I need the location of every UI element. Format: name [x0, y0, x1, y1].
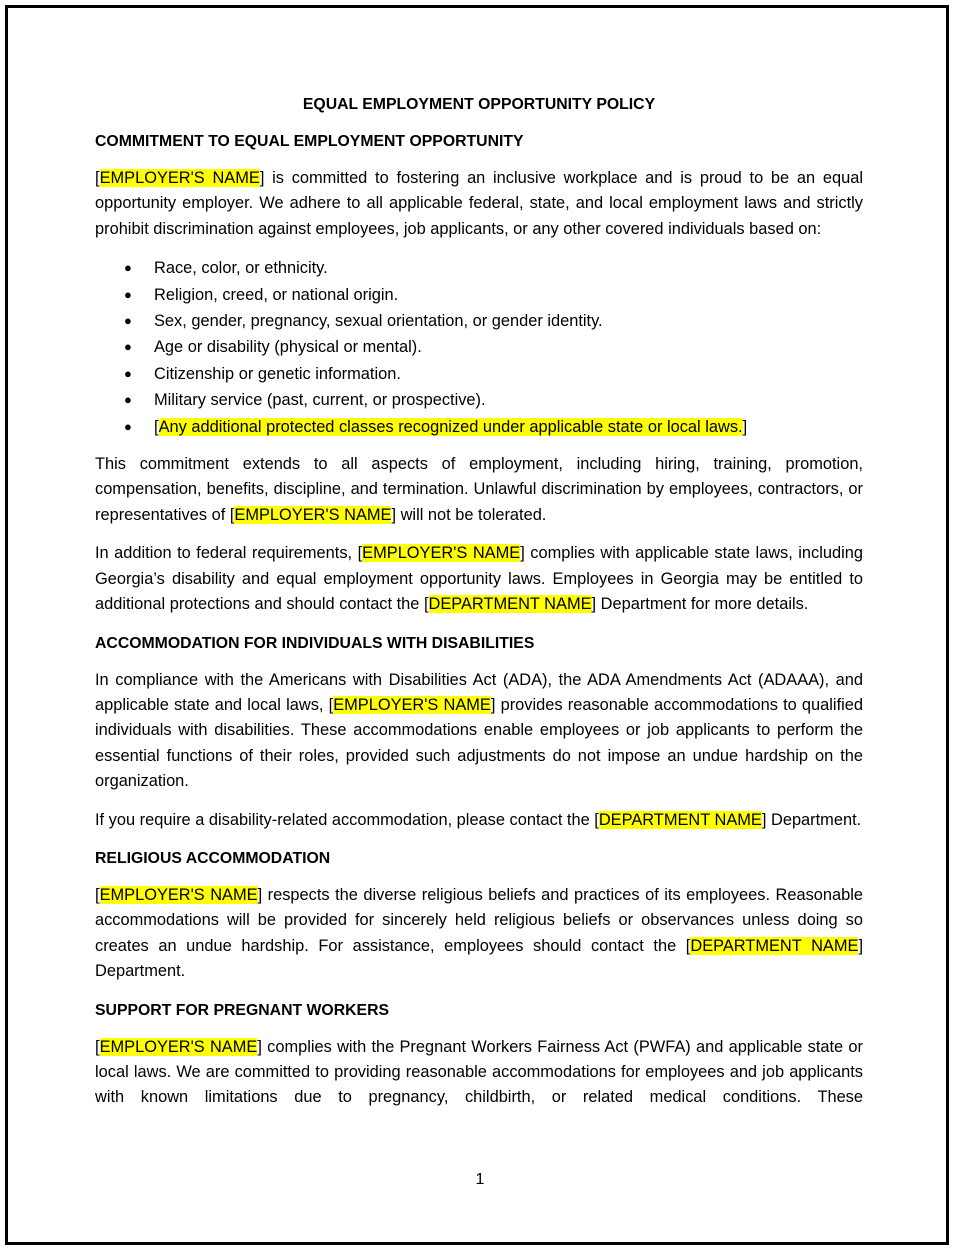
commitment-paragraph-2: This commitment extends to all aspects of employment, including hiring, training, promotion, compensation, benefits, discipline, and termination. Unlawful discrimination by employees, contractors, or representatives of [EMPLOYER'S NAME] will not be tolerated. [95, 455, 863, 524]
list-item [95, 387, 863, 413]
employer-name-placeholder: EMPLOYER'S NAME [99, 1037, 258, 1056]
list-item-text: Age or disability (physical or mental). [154, 338, 422, 357]
disability-paragraph-2: If you require a disability-related accommodation, please contact the [DEPARTMENT NAME] Department. [95, 810, 862, 829]
list-item [95, 361, 863, 387]
disability-p2-text: If you require a disability-related accommodation, please contact the [95, 810, 595, 829]
document-body [95, 92, 863, 1124]
list-item [95, 334, 863, 360]
bullet-icon: ● [124, 313, 132, 329]
list-item-text: Sex, gender, pregnancy, sexual orientation, or gender identity. [154, 312, 603, 331]
commitment-paragraph-3: In addition to federal requirements, [EMPLOYER'S NAME] complies with applicable state laws, including Georgia’s disability and equal employment opportunity laws. Employees in Georgia may be entitled to additional protections and should contact the [DEPARTMENT NAME] Department for more details. [95, 544, 863, 614]
bullet-icon: ● [124, 392, 132, 408]
disability-paragraph-1: In compliance with the Americans with Disabilities Act (ADA), the ADA Amendments Act (ADAAA), and applicable state and local laws, [EMPLOYER'S NAME] provides reasonable accommodations to qualified individuals with disabilities. These accommodations enable employees or job applicants to perform the essential functions of their roles, provided such adjustments do not impose an undue hardship on the organization. [95, 670, 863, 791]
employer-name-placeholder: EMPLOYER'S NAME [99, 169, 260, 187]
employer-name-placeholder: EMPLOYER'S NAME [333, 695, 491, 714]
department-name-placeholder: DEPARTMENT NAME [690, 936, 859, 955]
disability-p1-tail: provides reasonable accommodations to qualified individuals with disabilities. These accommodations enable employees or job applicants to perform the essential functions of their roles, provided such adjustments do not impose an undue hardship on the organization. [95, 695, 863, 791]
commitment-paragraph-1: [EMPLOYER'S NAME] is committed to fostering an inclusive workplace and is proud to be an equal opportunity employer. We adhere to all applicable federal, state, and local employment laws and strictly prohibit discrimination against employees, job applicants, or any other covered individuals based on: [95, 169, 863, 238]
department-name-placeholder: DEPARTMENT NAME [598, 810, 762, 829]
commitment-p1-text: is committed to fostering an inclusive workplace and is proud to be an equal opportunity employer. We adhere to all applicable federal, state, and local employment laws and strictly prohibit discrimination against employees, job applicants, or any other covered individuals based on: [95, 169, 863, 238]
list-item [95, 255, 863, 281]
department-name-placeholder: DEPARTMENT NAME [428, 595, 592, 614]
religious-p1-text: respects the diverse religious beliefs and practices of its employees. Reasonable accommodations will be provided for sincerely held religious beliefs or observances unless doing so creates an undue hardship. For assistance, employees should contact the [95, 885, 863, 955]
employer-name-placeholder: EMPLOYER'S NAME [362, 544, 521, 563]
disability-p1-text: In compliance with the Americans with Disabilities Act (ADA), the ADA Amendments Act (ADAAA), and applicable state and local laws, [95, 670, 863, 714]
pregnant-p1-text: complies with the Pregnant Workers Fairness Act (PWFA) and applicable state or local laws. We are committed to providing reasonable accommodations for employees and job applicants with known limitations due to pregnancy, childbirth, or related medical conditions. These [95, 1037, 863, 1107]
commitment-p3-tail: Department for more details. [596, 595, 809, 614]
commitment-p3-text: In addition to federal requirements, [95, 544, 358, 563]
bullet-icon: ● [124, 260, 132, 276]
disability-p2-tail: Department. [766, 810, 862, 829]
heading-pregnant-workers: SUPPORT FOR PREGNANT WORKERS [95, 1001, 390, 1019]
pregnant-paragraph-1: [EMPLOYER'S NAME] complies with the Pregnant Workers Fairness Act (PWFA) and applicable state or local laws. We are committed to providing reasonable accommodations for employees and job applicants with known limitations due to pregnancy, childbirth, or related medical conditions. These [95, 1037, 863, 1107]
page-number: 1 [475, 1171, 485, 1188]
heading-religious: RELIGIOUS ACCOMMODATION [95, 849, 331, 867]
employer-name-placeholder: EMPLOYER'S NAME [99, 885, 258, 904]
list-item: ● [Any additional protected classes recognized under applicable state or local laws.] [95, 414, 863, 440]
commitment-p2-tail: will not be tolerated. [396, 505, 547, 524]
bullet-icon: ● [124, 418, 132, 434]
commitment-p2-text: This commitment extends to all aspects of employment, including hiring, training, promotion, compensation, benefits, discipline, and termination. Unlawful discrimination by employees, contractors, or representatives of [95, 455, 863, 524]
list-item-text: Citizenship or genetic information. [154, 364, 401, 383]
protected-classes-list [95, 255, 863, 440]
list-item-text: Religion, creed, or national origin. [154, 285, 399, 304]
commitment-p3-middle: complies with applicable state laws, including Georgia’s disability and equal employment opportunity laws. Employees in Georgia may be entitled to additional protections and should contact the [95, 544, 863, 614]
bullet-icon: ● [124, 286, 132, 302]
heading-commitment: COMMITMENT TO EQUAL EMPLOYMENT OPPORTUNITY [95, 133, 524, 150]
list-item [95, 308, 863, 334]
list-item-text: Race, color, or ethnicity. [154, 259, 328, 278]
employer-name-placeholder: EMPLOYER'S NAME [234, 505, 392, 524]
bullet-icon: ● [124, 365, 132, 381]
religious-p1-tail: Department. [95, 962, 186, 981]
list-item [95, 282, 863, 308]
list-item-text: Military service (past, current, or prospective). [154, 391, 486, 410]
document-title: EQUAL EMPLOYMENT OPPORTUNITY POLICY [302, 96, 656, 113]
religious-paragraph-1: [EMPLOYER'S NAME] respects the diverse religious beliefs and practices of its employees. Reasonable accommodations will be provided for sincerely held religious beliefs or observances unless doing so creates an undue hardship. For assistance, employees should contact the [DEPARTMENT NAME] Department. [95, 885, 863, 981]
heading-disability: ACCOMMODATION FOR INDIVIDUALS WITH DISABILITIES [95, 634, 535, 652]
bullet-icon: ● [124, 339, 132, 355]
additional-classes-placeholder: Any additional protected classes recognized under applicable state or local laws. [158, 417, 743, 436]
